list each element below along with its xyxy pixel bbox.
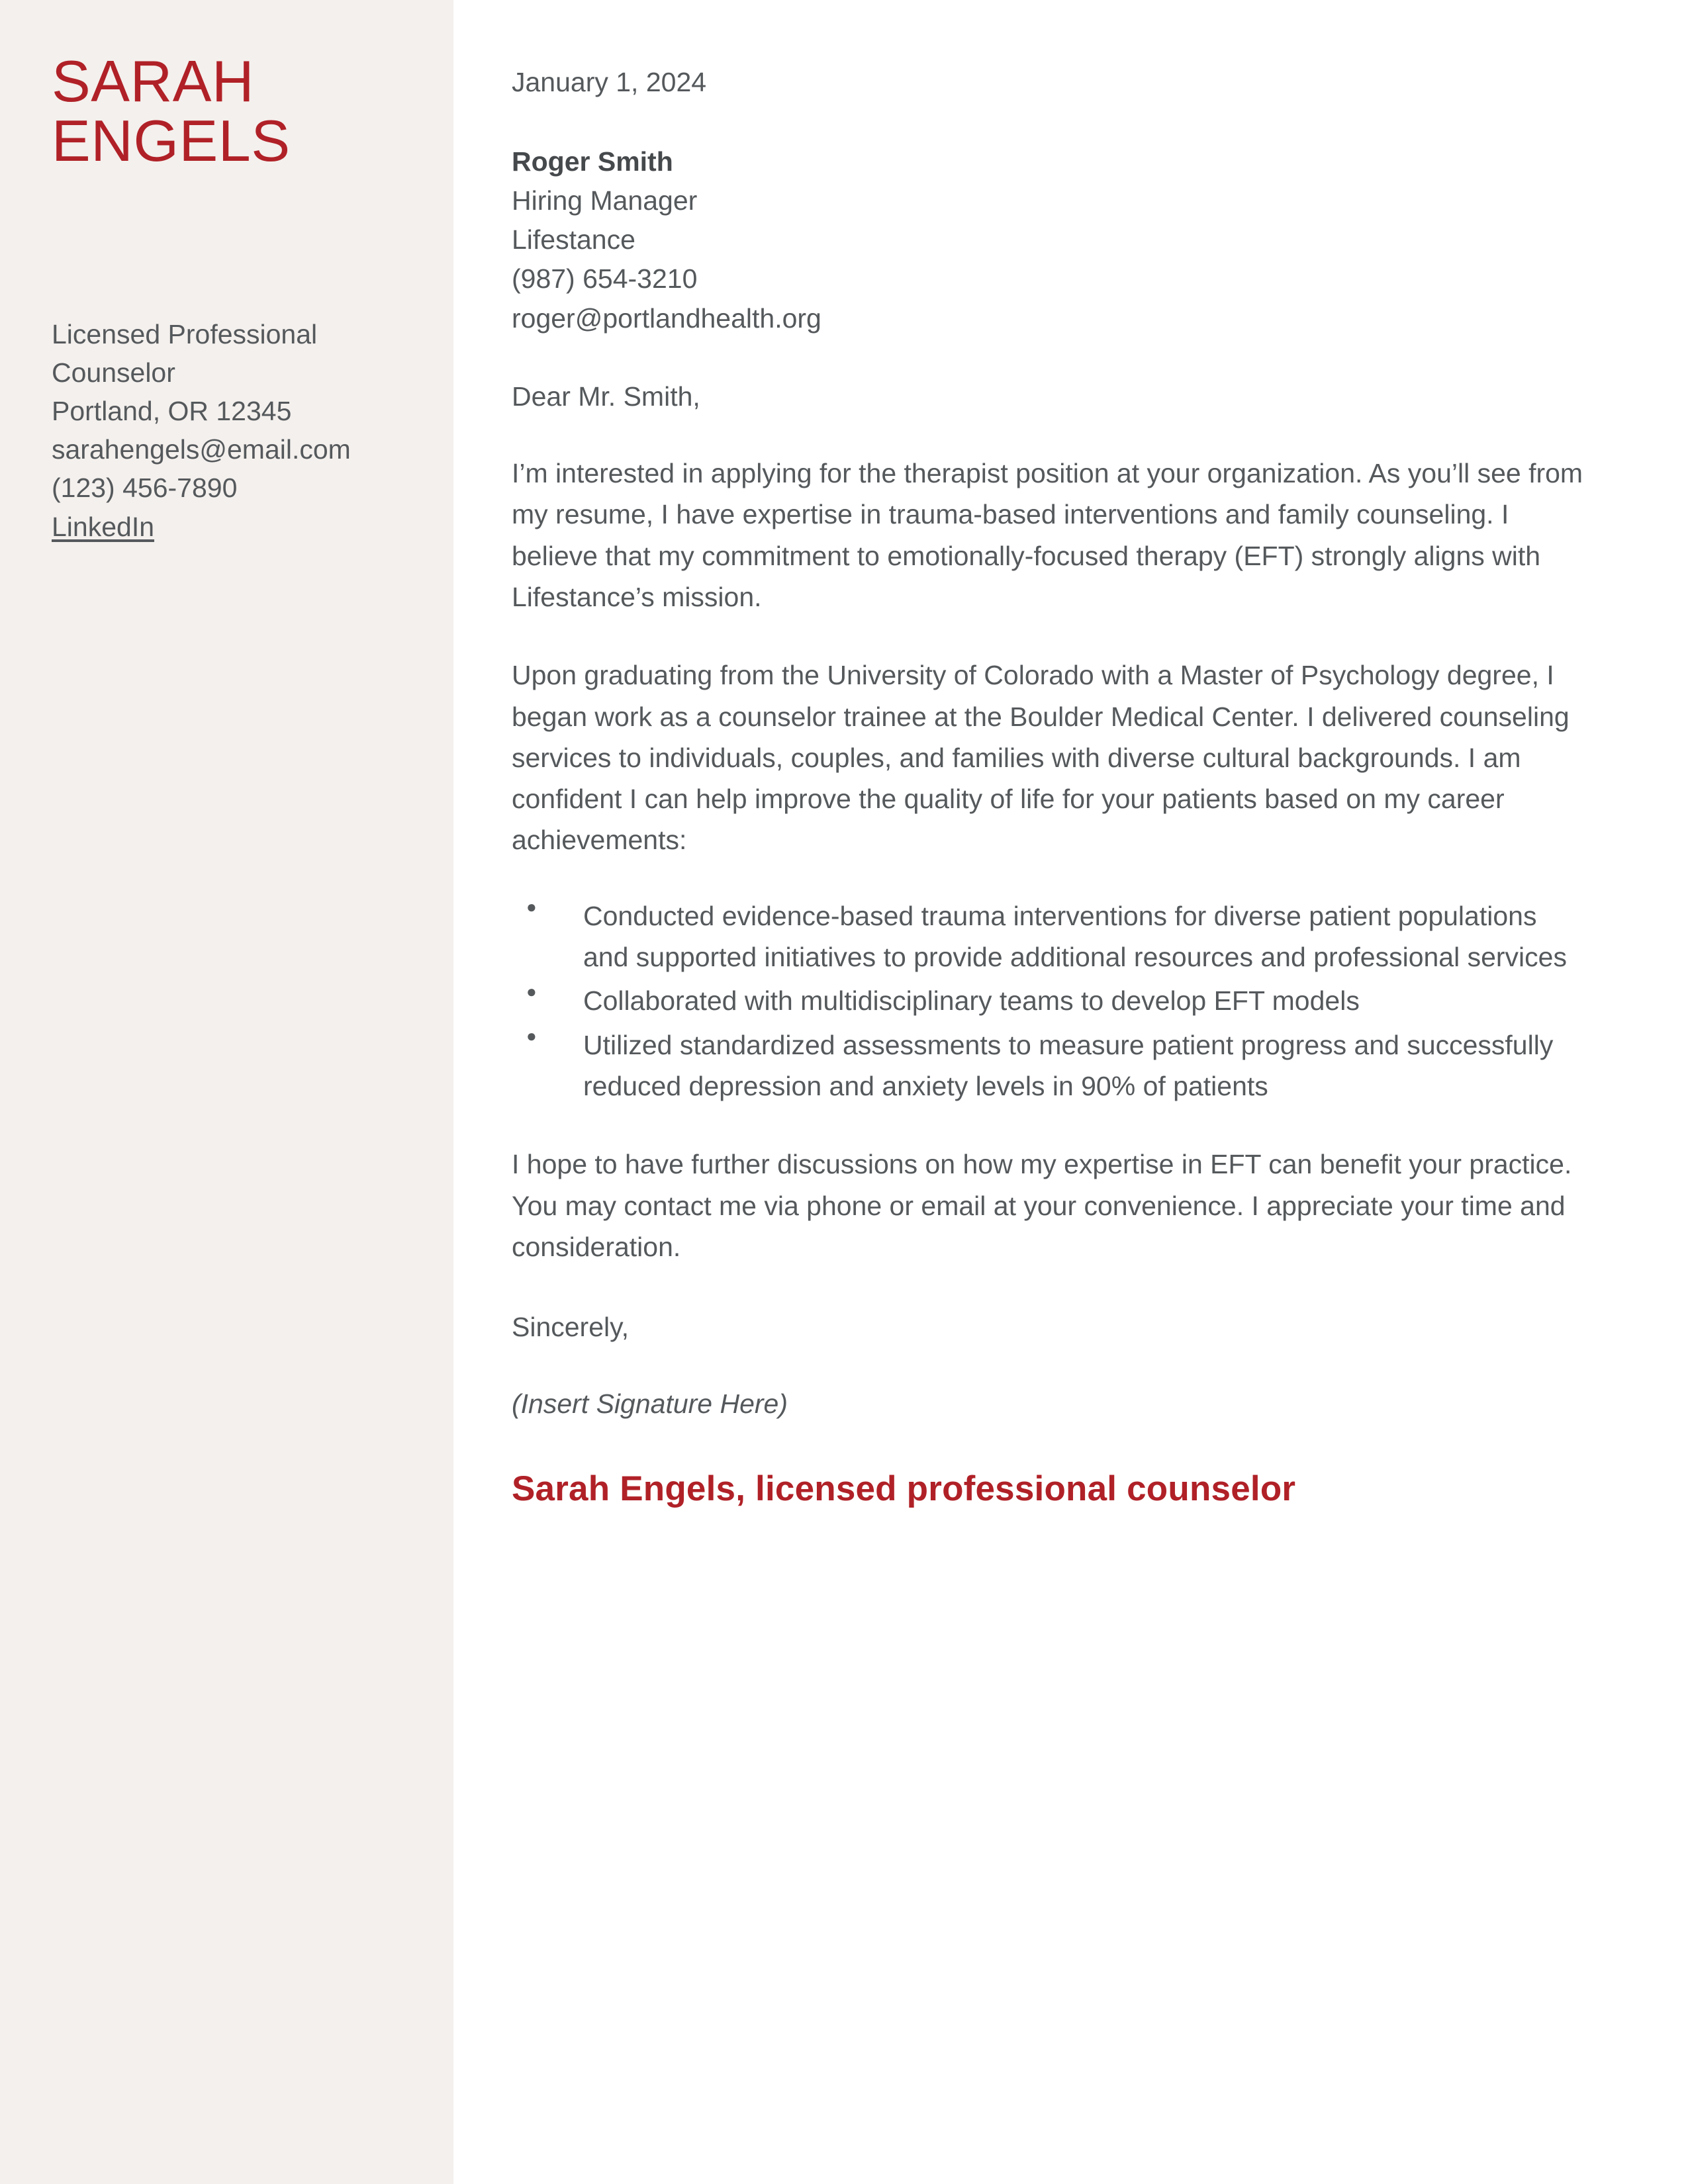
recipient-title: Hiring Manager bbox=[512, 185, 698, 216]
sign-off: Sincerely, bbox=[512, 1312, 629, 1343]
recipient-name: Roger Smith bbox=[512, 146, 673, 177]
applicant-name bbox=[52, 48, 407, 173]
signature-placeholder: (Insert Signature Here) bbox=[512, 1388, 788, 1419]
contact-location: Portland, OR 12345 bbox=[52, 395, 292, 426]
list-item: ● Conducted evidence-based trauma interventions for diverse patient populations and supported initiatives to provide additional resources and professional services bbox=[512, 895, 1571, 978]
paragraph-closing: I hope to have further discussions on how my expertise in EFT can benefit your practice. You may contact me via phone or email at your convenience. I appreciate your time and consideration. bbox=[512, 1149, 1572, 1262]
letter-date: January 1, 2024 bbox=[512, 67, 707, 97]
list-item: ● Collaborated with multidisciplinary teams to develop EFT models bbox=[512, 980, 1571, 1021]
contact-linkedin-link[interactable]: LinkedIn bbox=[52, 511, 155, 542]
contact-info-block bbox=[52, 315, 407, 546]
contact-email: sarahengels@email.com bbox=[52, 434, 351, 465]
sidebar bbox=[0, 0, 453, 2184]
applicant-last-name: ENGELS bbox=[52, 107, 291, 173]
list-item: ● Utilized standardized assessments to measure patient progress and successfully reduced depression and anxiety levels in 90% of patients bbox=[512, 1024, 1571, 1107]
achievements-list bbox=[512, 895, 1571, 1107]
contact-phone: (123) 456-7890 bbox=[52, 473, 238, 504]
contact-job-title-line-2: Counselor bbox=[52, 357, 175, 388]
applicant-first-name: SARAH bbox=[52, 48, 255, 114]
letter-body bbox=[453, 0, 1688, 1512]
salutation: Dear Mr. Smith, bbox=[512, 381, 700, 412]
paragraph-intro: I’m interested in applying for the therapist position at your organization. As you’ll see from my resume, I have expertise in trauma-based interventions and family counseling. I believe that my commitment to emotionally-focused therapy (EFT) strongly aligns with Lifestance’s mission. bbox=[512, 457, 1583, 612]
recipient-email: roger@portlandhealth.org bbox=[512, 302, 821, 334]
signature-name: Sarah Engels, licensed professional counselor bbox=[512, 1469, 1296, 1509]
recipient-company: Lifestance bbox=[512, 224, 635, 255]
paragraph-background: Upon graduating from the University of Colorado with a Master of Psychology degree, I began work as a counselor trainee at the Boulder Medical Center. I delivered counseling services to individuals, couples, and families with diverse cultural backgrounds. I am confident I can help improve the quality of life for your patients based on my career achievements: bbox=[512, 660, 1570, 856]
contact-job-title-line-1: Licensed Professional bbox=[52, 318, 318, 349]
recipient-phone: (987) 654-3210 bbox=[512, 263, 698, 295]
recipient-block bbox=[512, 142, 1601, 338]
